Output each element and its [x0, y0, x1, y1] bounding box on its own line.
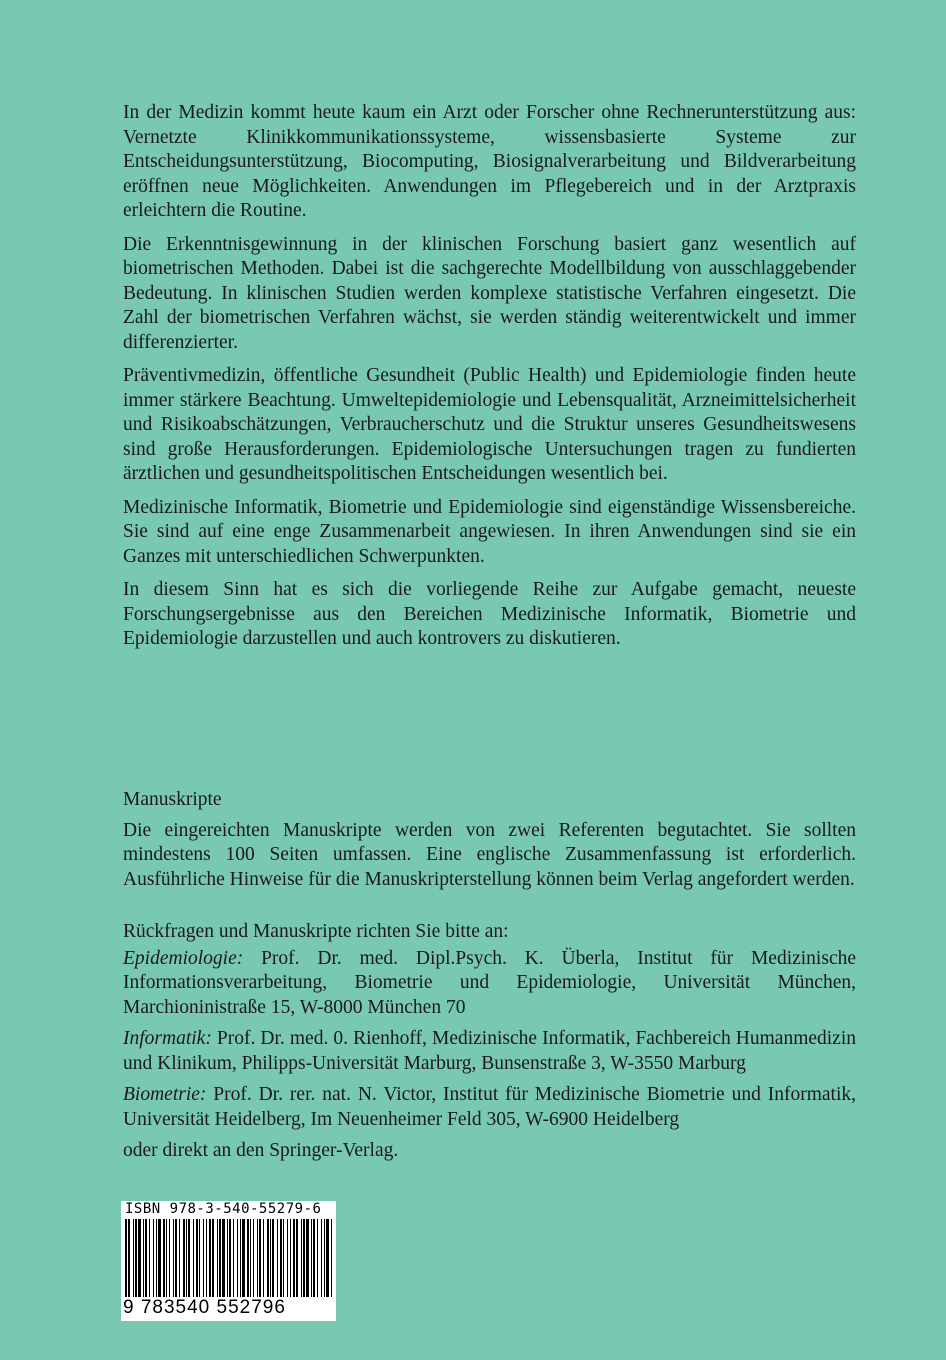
- contact-address: Prof. Dr. rer. nat. N. Victor, Institut für Medizinische Biometrie und Informatik, Universität Heidelberg, Im Neuenheimer Feld 305, W-6900 Heidelberg: [123, 1084, 857, 1130]
- contacts-lead: Rückfragen und Manuskripte richten Sie bitte an:: [123, 921, 509, 942]
- intro-paragraph-3: Präventivmedizin, öffentliche Gesundheit (Public Health) und Epidemiologie finden heute immer stärkere Beachtung. Umweltepidemiologie und Lebensqualität, Arzneimittelsicherheit und Risikoabschätzungen, Verbraucherschutz und die Struktur unseres Gesundheitswesens sind große Herausforderungen. Epidemiologische Untersuchungen tragen zu fundierten ärztlichen und gesundheitspolitischen Entscheidungen wesentlich bei.: [123, 365, 856, 484]
- intro-paragraph-4: Medizinische Informatik, Biometrie und Epidemiologie sind eigenständige Wissensbereiche. Sie sind auf eine enge Zusammenarbeit angewiesen. In ihren Anwendungen sind sie ein Ganzes mit unterschiedlichen Schwerpunkten.: [123, 496, 856, 567]
- contact-address: Prof. Dr. med. 0. Rienhoff, Medizinische Informatik, Fachbereich Humanmedizin und Klinikum, Philipps-Universität Marburg, Bunsenstraße 3, W-3550 Marburg: [123, 1028, 857, 1074]
- ean-digits: 9 783540 552796: [123, 1297, 286, 1318]
- manuscripts-section: [123, 788, 856, 901]
- intro-paragraph-5: In diesem Sinn hat es sich die vorliegende Reihe zur Aufgabe gemacht, neueste Forschungsergebnisse aus den Bereichen Medizinische Informatik, Biometrie und Epidemiologie darzustellen und auch kontrovers zu diskutieren.: [123, 579, 856, 649]
- barcode-bars-icon: [125, 1219, 332, 1297]
- contact-entry-biometrie: [123, 1083, 856, 1132]
- manuscripts-heading: Manuskripte: [123, 789, 222, 810]
- contacts-section: [123, 920, 856, 1171]
- contact-entry-informatik: [123, 1027, 856, 1076]
- contact-field-label: Biometrie:: [123, 1084, 207, 1105]
- intro-paragraph-2: Die Erkenntnisgewinnung in der klinischen Forschung basiert ganz wesentlich auf biometrischen Methoden. Dabei ist die sachgerechte Modellbildung von ausschlaggebender Bedeutung. In klinischen Studien werden komplexe statistische Verfahren eingesetzt. Die Zahl der biometrischen Verfahren wächst, sie werden ständig weiterentwickelt und immer differenzierter.: [123, 233, 856, 353]
- contact-address: Prof. Dr. med. Dipl.Psych. K. Überla, Institut für Medizinische Informationsverarbeitung, Biometrie und Epidemiologie, Universität München, Marchioninistraße 15, W-8000 München 70: [123, 947, 856, 1018]
- intro-text: [123, 101, 856, 661]
- manuscripts-body: Die eingereichten Manuskripte werden von zwei Referenten begutachtet. Sie sollten mindestens 100 Seiten umfassen. Eine englische Zusammenfassung ist erforderlich. Ausführliche Hinweise für die Manuskripterstellung können beim Verlag angefordert werden.: [123, 819, 856, 890]
- contact-field-label: Epidemiologie:: [123, 947, 244, 969]
- contact-entry-epidemiologie: [123, 947, 856, 1021]
- contact-field-label: Informatik:: [123, 1028, 212, 1049]
- isbn-label: ISBN 978-3-540-55279-6: [125, 1201, 322, 1217]
- contacts-closing: oder direkt an den Springer-Verlag.: [123, 1140, 399, 1161]
- intro-paragraph-1: In der Medizin kommt heute kaum ein Arzt oder Forscher ohne Rechnerunterstützung aus: Vernetzte Klinikkommunikationssysteme, wissensbasierte Systeme zur Entscheidungsunterstützung, Biocomputing, Biosignalverarbeitung und Bildverarbeitung eröffnen neue Möglichkeiten. Anwendungen im Pflegebereich und in der Arztpraxis erleichtern die Routine.: [123, 102, 856, 221]
- isbn-barcode: [121, 1201, 336, 1321]
